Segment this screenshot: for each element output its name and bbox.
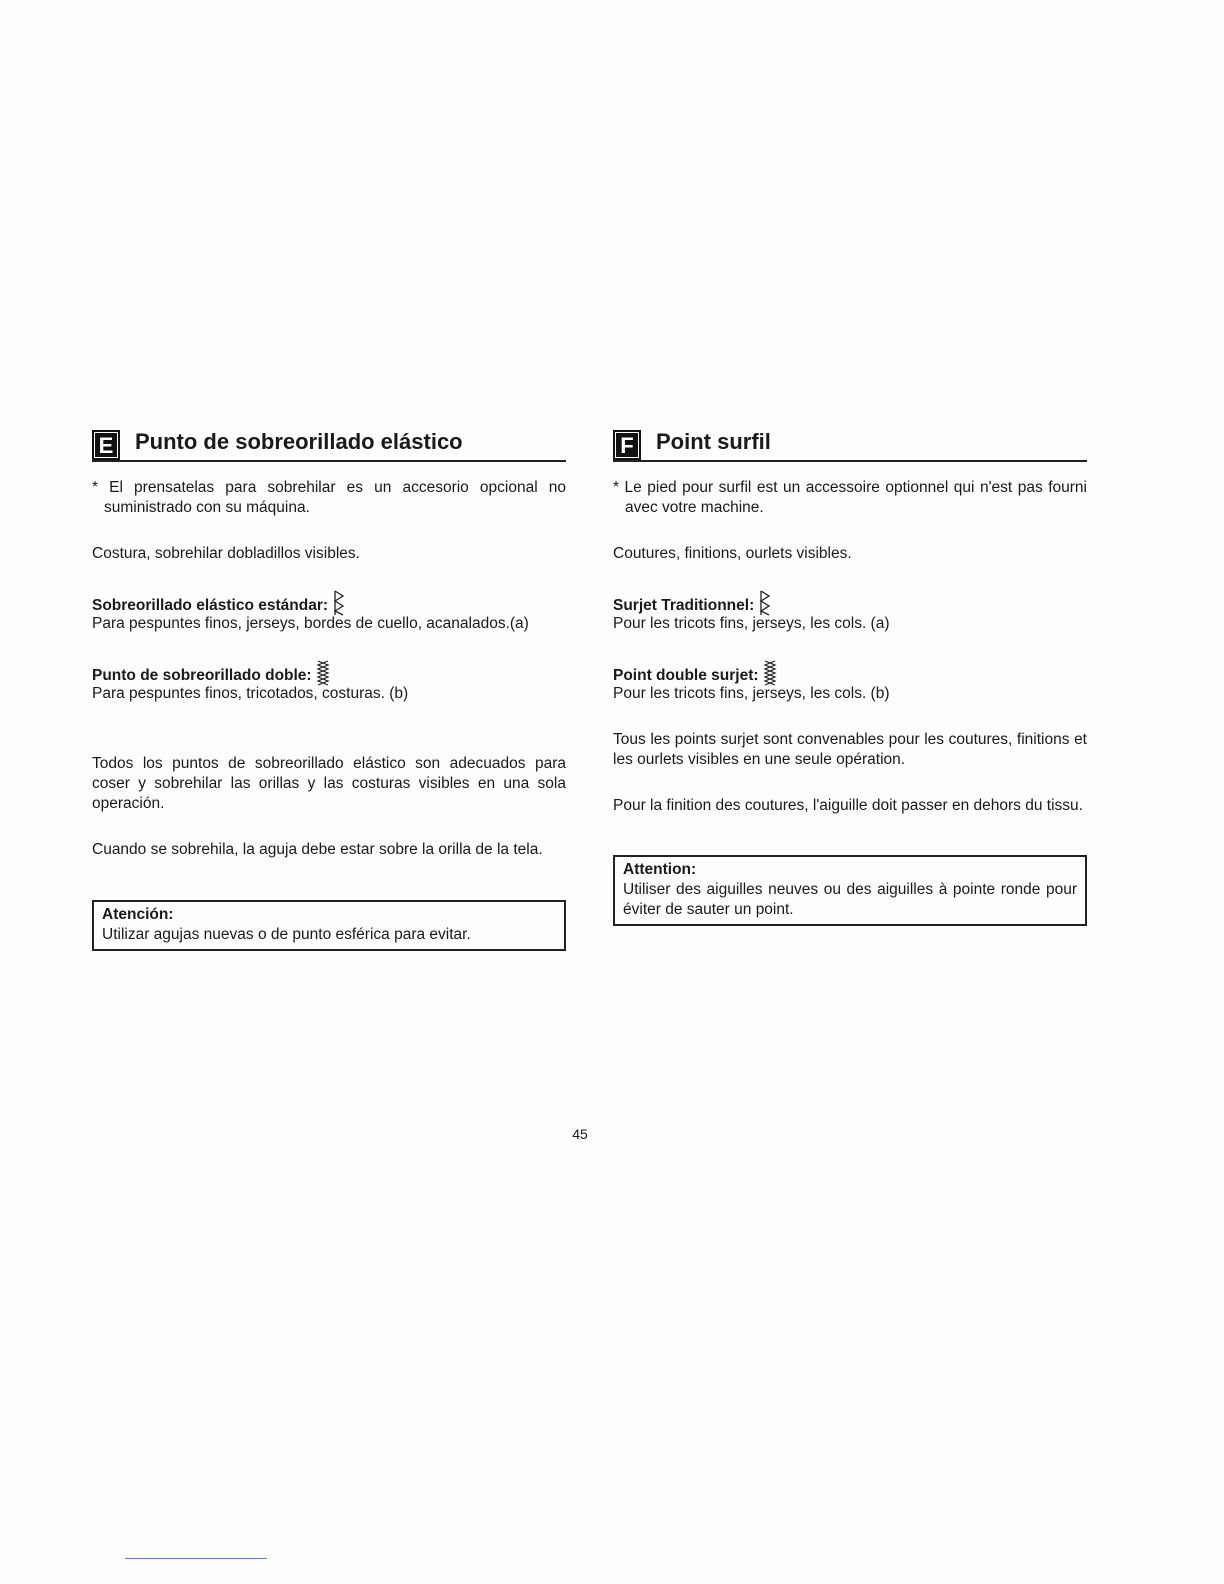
stitch-label: Surjet Traditionnel:	[613, 597, 755, 614]
stitch-label: Sobreorillado elástico estándar:	[92, 597, 329, 614]
stitch-desc-double-spanish: Para pespuntes finos, tricotados, costuras. (b)	[92, 685, 409, 702]
paragraph-2-spanish: Cuando se sobrehila, la aguja debe estar sobre la orilla de la tela.	[92, 841, 543, 858]
language-badge-e: E	[92, 430, 120, 460]
attention-text-french: Utiliser des aiguilles neuves ou des aiguilles à pointe ronde pour éviter de sauter un point.	[623, 881, 1077, 918]
attention-text-spanish: Utilizar agujas nuevas o de punto esférica para evitar.	[102, 926, 471, 943]
stitch-label: Punto de sobreorillado doble:	[92, 667, 312, 684]
section-title-spanish: Punto de sobreorillado elástico	[135, 429, 463, 454]
stitch-label: Point double surjet:	[613, 667, 759, 684]
uses-text-french: Coutures, finitions, ourlets visibles.	[613, 545, 852, 562]
accessory-note-spanish: * El prensatelas para sobrehilar es un accesorio opcional no suministrado con su máquina.	[92, 479, 566, 516]
spanish-section	[92, 428, 566, 943]
stitch-title-double-spanish	[92, 660, 330, 686]
attention-box-spanish	[92, 900, 566, 951]
footer-divider	[125, 1558, 267, 1559]
overlock-stitch-icon	[332, 590, 346, 616]
stitch-desc-standard-spanish: Para pespuntes finos, jerseys, bordes de cuello, acanalados.(a)	[92, 615, 529, 632]
accessory-note-french: * Le pied pour surfil est un accessoire optionnel qui n'est pas fourni avec votre machine.	[613, 479, 1087, 516]
attention-title-spanish: Atención:	[102, 906, 174, 923]
french-section	[613, 428, 1087, 918]
paragraph-1-spanish: Todos los puntos de sobreorillado elástico son adecuados para coser y sobrehilar las orillas y las costuras visibles en una sola operación.	[92, 755, 566, 812]
stitch-title-double-french	[613, 660, 777, 686]
page-number: 45	[572, 1126, 588, 1142]
double-overlock-stitch-icon	[763, 660, 777, 686]
uses-text-spanish: Costura, sobrehilar dobladillos visibles.	[92, 545, 360, 562]
section-header-spanish	[92, 428, 566, 462]
paragraph-2-french: Pour la finition des coutures, l'aiguille doit passer en dehors du tissu.	[613, 797, 1083, 814]
section-title-french: Point surfil	[656, 429, 771, 454]
section-header-french	[613, 428, 1087, 462]
paragraph-1-french: Tous les points surjet sont convenables pour les coutures, finitions et les ourlets visibles en une seule opération.	[613, 731, 1087, 768]
double-overlock-stitch-icon	[316, 660, 330, 686]
stitch-desc-double-french: Pour les tricots fins, jerseys, les cols. (b)	[613, 685, 890, 702]
attention-box-french	[613, 855, 1087, 926]
attention-title-french: Attention:	[623, 861, 697, 878]
stitch-desc-standard-french: Pour les tricots fins, jerseys, les cols. (a)	[613, 615, 890, 632]
language-badge-f: F	[613, 430, 641, 460]
overlock-stitch-icon	[758, 590, 772, 616]
stitch-title-standard-spanish	[92, 590, 346, 616]
stitch-title-standard-french	[613, 590, 772, 616]
